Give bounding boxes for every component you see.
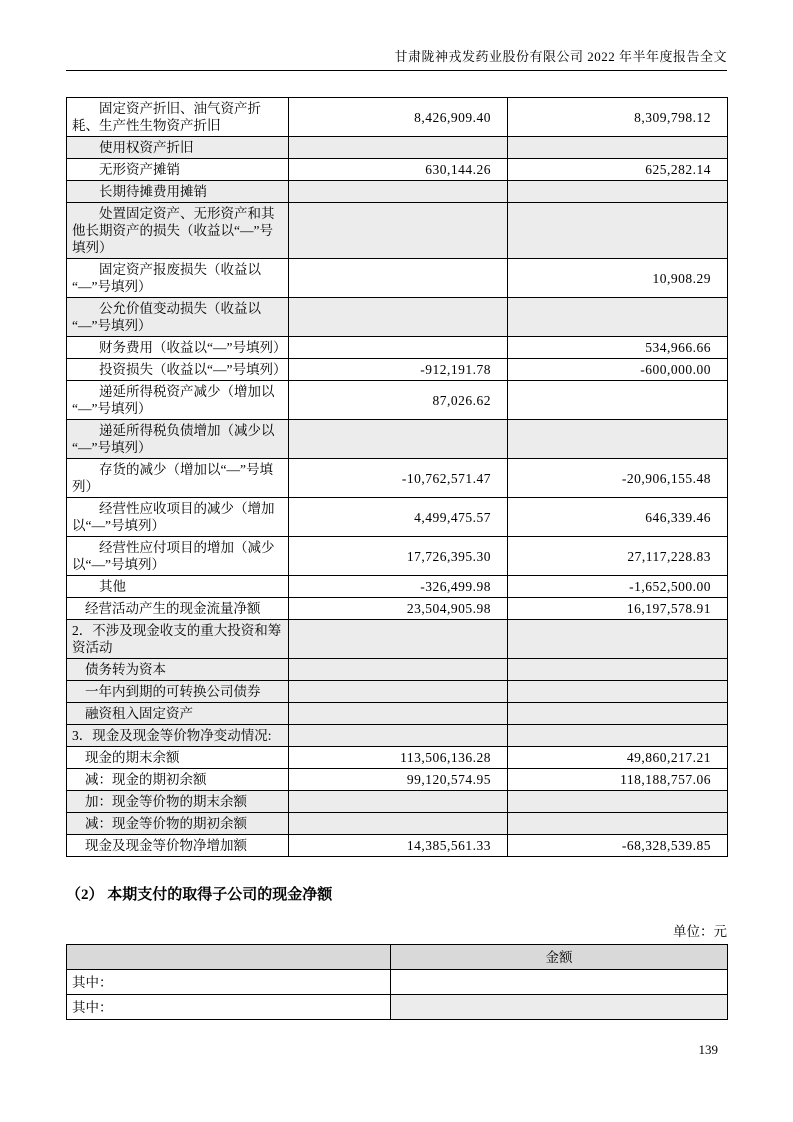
amount-value <box>391 970 728 995</box>
current-period-value <box>289 259 508 298</box>
row-label: 其中： <box>67 970 391 995</box>
section-heading: （2） 本期支付的取得子公司的现金净额 <box>66 887 333 903</box>
table-row <box>67 459 728 498</box>
page-number: 139 <box>698 1042 718 1057</box>
prior-period-value: 49,860,217.21 <box>508 747 728 769</box>
table-row <box>67 576 728 598</box>
current-period-value <box>289 791 508 813</box>
table-row <box>67 420 728 459</box>
table-row <box>67 259 728 298</box>
row-label: 融资租入固定资产 <box>67 703 289 725</box>
current-period-value <box>289 681 508 703</box>
prior-period-value <box>508 181 728 203</box>
table-row <box>67 159 728 181</box>
page-header <box>66 46 727 71</box>
prior-period-value <box>508 791 728 813</box>
table-row <box>67 337 728 359</box>
prior-period-value <box>508 813 728 835</box>
current-period-value <box>289 659 508 681</box>
row-label: 公允价值变动损失（收益以“—”号填列） <box>67 298 289 337</box>
row-label: 3．现金及现金等价物净变动情况: <box>67 725 289 747</box>
current-period-value <box>289 337 508 359</box>
row-label: 债务转为资本 <box>67 659 289 681</box>
prior-period-value <box>508 203 728 259</box>
row-label: 现金的期末余额 <box>67 747 289 769</box>
amount-value <box>391 995 728 1020</box>
current-period-value <box>289 703 508 725</box>
table-row <box>67 181 728 203</box>
current-period-value: 14,385,561.33 <box>289 835 508 857</box>
current-period-value: 99,120,574.95 <box>289 769 508 791</box>
prior-period-value: 10,908.29 <box>508 259 728 298</box>
table-row <box>67 725 728 747</box>
prior-period-value: -20,906,155.48 <box>508 459 728 498</box>
prior-period-value: -1,652,500.00 <box>508 576 728 598</box>
table-row <box>67 791 728 813</box>
current-period-value: 113,506,136.28 <box>289 747 508 769</box>
cash-flow-table <box>66 97 728 857</box>
current-period-value: 8,426,909.40 <box>289 98 508 137</box>
row-label: 其中： <box>67 995 391 1020</box>
row-label: 一年内到期的可转换公司债券 <box>67 681 289 703</box>
current-period-value <box>289 620 508 659</box>
row-label: 加：现金等价物的期末余额 <box>67 791 289 813</box>
table-row <box>67 703 728 725</box>
table-row <box>67 747 728 769</box>
row-label: 固定资产折旧、油气资产折耗、生产性生物资产折旧 <box>67 98 289 137</box>
amount-header-row <box>67 945 728 970</box>
row-label: 减：现金的期初余额 <box>67 769 289 791</box>
prior-period-value: 27,117,228.83 <box>508 537 728 576</box>
table-row <box>67 537 728 576</box>
table-row <box>67 203 728 259</box>
prior-period-value: 646,339.46 <box>508 498 728 537</box>
prior-period-value: 16,197,578.91 <box>508 598 728 620</box>
table-row <box>67 498 728 537</box>
current-period-value <box>289 137 508 159</box>
row-label: 投资损失（收益以“—”号填列） <box>67 359 289 381</box>
row-label: 存货的减少（增加以“—”号填列） <box>67 459 289 498</box>
prior-period-value: -600,000.00 <box>508 359 728 381</box>
blank-header-cell <box>67 945 391 970</box>
table-row <box>67 359 728 381</box>
table-row <box>67 137 728 159</box>
row-label: 经营活动产生的现金流量净额 <box>67 598 289 620</box>
report-title: 甘肃陇神戎发药业股份有限公司 2022 年半年度报告全文 <box>394 49 727 64</box>
table-row <box>67 995 728 1020</box>
current-period-value <box>289 725 508 747</box>
prior-period-value: 118,188,757.06 <box>508 769 728 791</box>
prior-period-value <box>508 298 728 337</box>
prior-period-value <box>508 659 728 681</box>
prior-period-value: 625,282.14 <box>508 159 728 181</box>
row-label: 递延所得税资产减少（增加以“—”号填列） <box>67 381 289 420</box>
prior-period-value <box>508 725 728 747</box>
table-row <box>67 835 728 857</box>
row-label: 无形资产摊销 <box>67 159 289 181</box>
prior-period-value: -68,328,539.85 <box>508 835 728 857</box>
table-row <box>67 298 728 337</box>
table-row <box>67 381 728 420</box>
current-period-value: 630,144.26 <box>289 159 508 181</box>
table-row <box>67 620 728 659</box>
prior-period-value <box>508 681 728 703</box>
row-label: 长期待摊费用摊销 <box>67 181 289 203</box>
table-row <box>67 598 728 620</box>
row-label: 经营性应付项目的增加（减少以“—”号填列） <box>67 537 289 576</box>
table-row <box>67 769 728 791</box>
prior-period-value: 8,309,798.12 <box>508 98 728 137</box>
prior-period-value <box>508 703 728 725</box>
prior-period-value <box>508 620 728 659</box>
current-period-value <box>289 420 508 459</box>
amount-header-cell: 金额 <box>391 945 728 970</box>
unit-label: 单位：元 <box>673 924 727 939</box>
current-period-value: -326,499.98 <box>289 576 508 598</box>
table-row <box>67 681 728 703</box>
prior-period-value <box>508 420 728 459</box>
current-period-value: 23,504,905.98 <box>289 598 508 620</box>
current-period-value: 4,499,475.57 <box>289 498 508 537</box>
current-period-value <box>289 181 508 203</box>
row-label: 2．不涉及现金收支的重大投资和筹资活动 <box>67 620 289 659</box>
row-label: 现金及现金等价物净增加额 <box>67 835 289 857</box>
row-label: 财务费用（收益以“—”号填列） <box>67 337 289 359</box>
current-period-value: -912,191.78 <box>289 359 508 381</box>
table-row <box>67 970 728 995</box>
row-label: 经营性应收项目的减少（增加以“—”号填列） <box>67 498 289 537</box>
table-row <box>67 813 728 835</box>
current-period-value: 17,726,395.30 <box>289 537 508 576</box>
current-period-value <box>289 298 508 337</box>
prior-period-value <box>508 381 728 420</box>
current-period-value <box>289 813 508 835</box>
table-row <box>67 659 728 681</box>
table-row <box>67 98 728 137</box>
current-period-value <box>289 203 508 259</box>
current-period-value: 87,026.62 <box>289 381 508 420</box>
row-label: 使用权资产折旧 <box>67 137 289 159</box>
subsidiary-cash-table <box>66 944 728 1020</box>
row-label: 减：现金等价物的期初余额 <box>67 813 289 835</box>
prior-period-value: 534,966.66 <box>508 337 728 359</box>
row-label: 固定资产报废损失（收益以“—”号填列） <box>67 259 289 298</box>
row-label: 递延所得税负债增加（减少以“—”号填列） <box>67 420 289 459</box>
prior-period-value <box>508 137 728 159</box>
current-period-value: -10,762,571.47 <box>289 459 508 498</box>
row-label: 其他 <box>67 576 289 598</box>
row-label: 处置固定资产、无形资产和其他长期资产的损失（收益以“—”号填列） <box>67 203 289 259</box>
